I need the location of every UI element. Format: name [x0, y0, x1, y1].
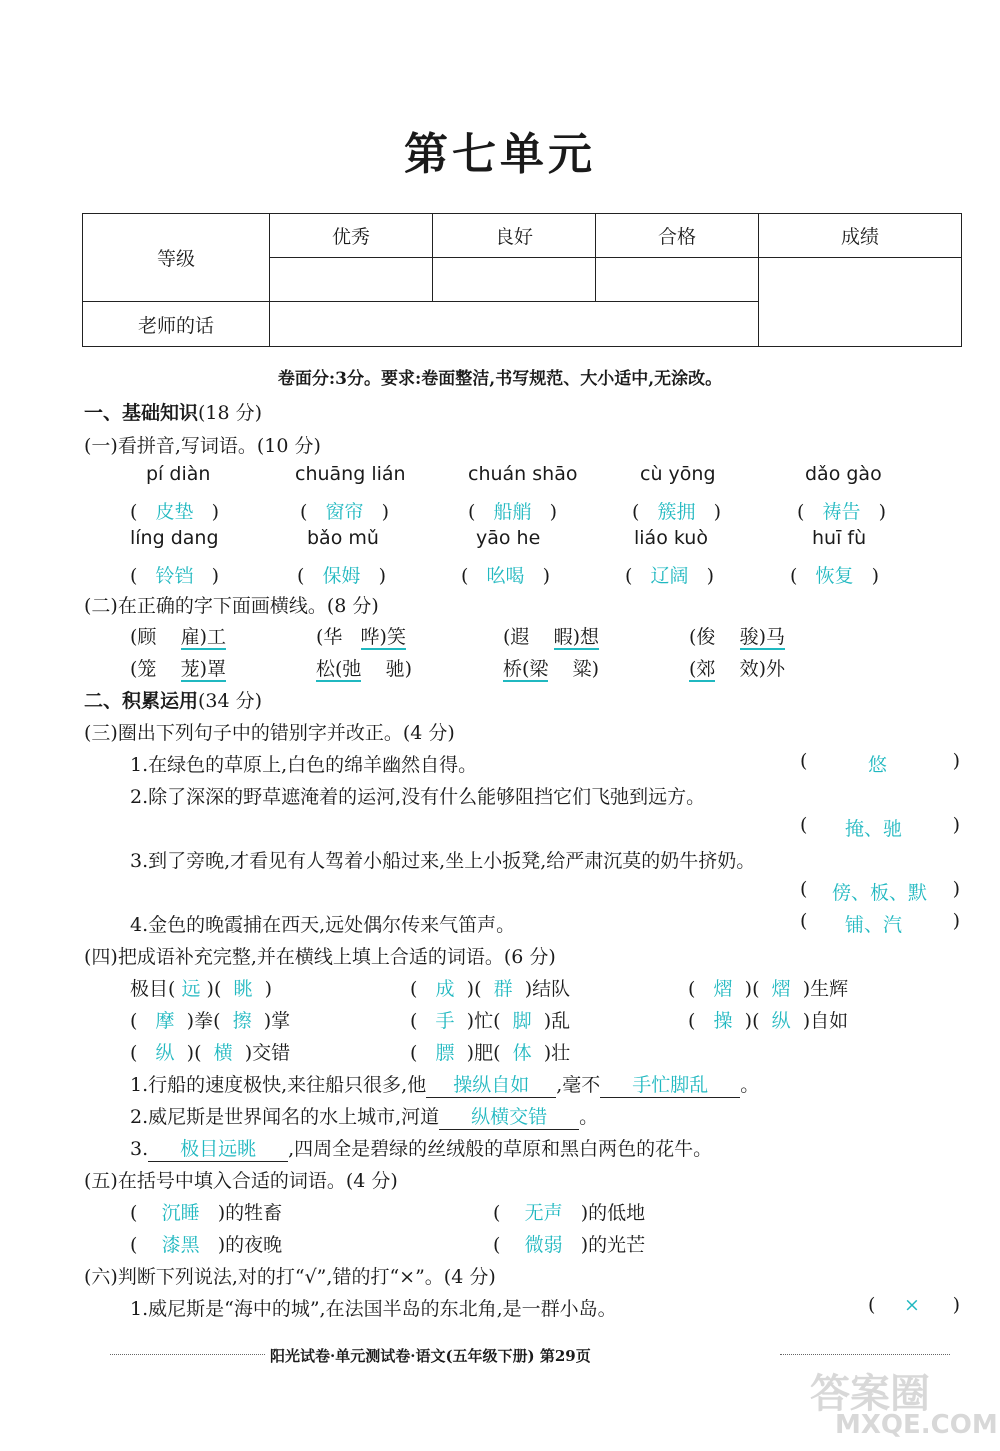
footer-divider-right: [780, 1354, 950, 1355]
q5-item[interactable]: ( 无声 )的低地: [493, 1202, 646, 1224]
answer-box[interactable]: ( 簇拥 ): [632, 501, 722, 523]
q2-heading: (二)在正确的字下面画横线。(8 分): [84, 595, 379, 617]
footer-divider-left: [110, 1354, 265, 1355]
q5-item[interactable]: ( 漆黑 )的夜晚: [130, 1234, 283, 1256]
choice-item: (顾 雇)工: [130, 626, 227, 648]
grade-table: [82, 213, 962, 347]
answer-box[interactable]: ( 皮垫 ): [130, 501, 220, 523]
grade-pass: 合格: [596, 214, 759, 258]
idiom-line: ( 手 )忙( 脚 )乱: [410, 1010, 571, 1032]
pinyin: huī fù: [812, 527, 867, 549]
footer: 阳光试卷·单元测试卷·语文(五年级下册) 第29页: [270, 1347, 591, 1365]
grade-level-label: 等级: [83, 214, 270, 302]
q4-heading: (四)把成语补充完整,并在横线上填上合适的词语。(6 分): [84, 946, 556, 968]
grade-excellent: 优秀: [270, 214, 433, 258]
answer-box[interactable]: ( 窗帘 ): [300, 501, 390, 523]
answer-box[interactable]: ( 铺、汽 ): [800, 910, 960, 936]
pinyin: yāo he: [476, 527, 541, 549]
pinyin: liáo kuò: [634, 527, 708, 549]
pinyin: pí diàn: [146, 463, 211, 485]
teacher-comment-label: 老师的话: [83, 302, 270, 347]
answer-box[interactable]: ( 辽阔 ): [625, 565, 715, 587]
answer-box[interactable]: ( 悠 ): [800, 750, 960, 776]
answer-box[interactable]: ( 铃铛 ): [130, 565, 220, 587]
answer-box[interactable]: ( 傍、板、默 ): [800, 878, 960, 904]
choice-item: (华 哗)笑: [316, 626, 406, 648]
q3-sentence: 2.除了深深的野草遮淹着的运河,没有什么能够阻挡它们飞弛到远方。: [130, 786, 706, 808]
q3-sentence: 1.在绿色的草原上,白色的绵羊幽然自得。: [130, 754, 478, 776]
idiom-line: ( 成 )( 群 )结队: [410, 978, 571, 1000]
idiom-line: ( 操 )( 纵 )自如: [688, 1010, 849, 1032]
choice-item: (俊 骏)马: [689, 626, 786, 648]
fill-sentence: 1.行船的速度极快,来往船只很多,他 操纵自如 ,毫不 手忙脚乱 。: [130, 1070, 759, 1098]
answer-box[interactable]: ( 祷告 ): [797, 501, 887, 523]
q6-sentence: 1.威尼斯是“海中的城”,在法国半岛的东北角,是一群小岛。: [130, 1298, 617, 1320]
teacher-comment-field[interactable]: [270, 302, 759, 347]
pinyin: dǎo gào: [805, 463, 882, 485]
q5-item[interactable]: ( 微弱 )的光芒: [493, 1234, 646, 1256]
q5-heading: (五)在括号中填入合适的词语。(4 分): [84, 1170, 398, 1192]
answer-box[interactable]: ( 船艄 ): [468, 501, 558, 523]
idiom-line: 极目( 远 )( 眺 ): [130, 978, 272, 1000]
q3-sentence: 4.金色的晚霞捕在西天,远处偶尔传来气笛声。: [130, 914, 516, 936]
idiom-line: ( 熠 )( 熠 )生辉: [688, 978, 849, 1000]
idiom-line: ( 摩 )拳( 擦 )掌: [130, 1010, 291, 1032]
q3-sentence: 3.到了旁晚,才看见有人驾着小船过来,坐上小扳凳,给严肃沉莫的奶牛挤奶。: [130, 850, 756, 872]
grade-good: 良好: [433, 214, 596, 258]
q3-heading: (三)圈出下列句子中的错别字并改正。(4 分): [84, 722, 455, 744]
section2-heading: 二、积累运用(34 分): [84, 690, 263, 712]
choice-item: (郊 效)外: [689, 658, 786, 680]
pinyin: chuán shāo: [468, 463, 578, 485]
watermark-url: MXQE.COM: [835, 1410, 998, 1440]
answer-box[interactable]: ( × ): [868, 1294, 960, 1316]
q1-heading: (一)看拼音,写词语。(10 分): [84, 435, 321, 457]
q6-heading: (六)判断下列说法,对的打“√”,错的打“×”。(4 分): [84, 1266, 496, 1288]
pinyin: chuāng lián: [295, 463, 406, 485]
choice-item: 松(弛 驰): [316, 658, 413, 680]
q5-item[interactable]: ( 沉睡 )的牲畜: [130, 1202, 283, 1224]
pinyin: cù yōng: [640, 463, 716, 485]
fill-sentence: 3. 极目远眺 ,四周全是碧绿的丝绒般的草原和黑白两色的花牛。: [130, 1134, 712, 1162]
answer-box[interactable]: ( 恢复 ): [790, 565, 880, 587]
choice-item: (笼 茏)罩: [130, 658, 227, 680]
paper-note: 卷面分:3分。要求:卷面整洁,书写规范、大小适中,无涂改。: [277, 369, 723, 389]
grade-score: 成绩: [759, 214, 962, 258]
answer-box[interactable]: ( 保姆 ): [297, 565, 387, 587]
section1-heading: 一、基础知识(18 分): [84, 402, 263, 424]
watermark-logo: 答案圈: [810, 1371, 930, 1417]
idiom-line: ( 纵 )( 横 )交错: [130, 1042, 291, 1064]
pinyin: bǎo mǔ: [307, 527, 379, 549]
answer-box[interactable]: ( 掩、驰 ): [800, 814, 960, 840]
choice-item: (遐 暇)想: [503, 626, 600, 648]
page-title: 第七单元: [404, 129, 596, 180]
pinyin: líng dang: [130, 527, 219, 549]
answer-box[interactable]: ( 吆喝 ): [461, 565, 551, 587]
choice-item: 桥(梁 粱): [503, 658, 600, 680]
fill-sentence: 2.威尼斯是世界闻名的水上城市,河道 纵横交错 。: [130, 1102, 598, 1130]
idiom-line: ( 膘 )肥( 体 )壮: [410, 1042, 571, 1064]
